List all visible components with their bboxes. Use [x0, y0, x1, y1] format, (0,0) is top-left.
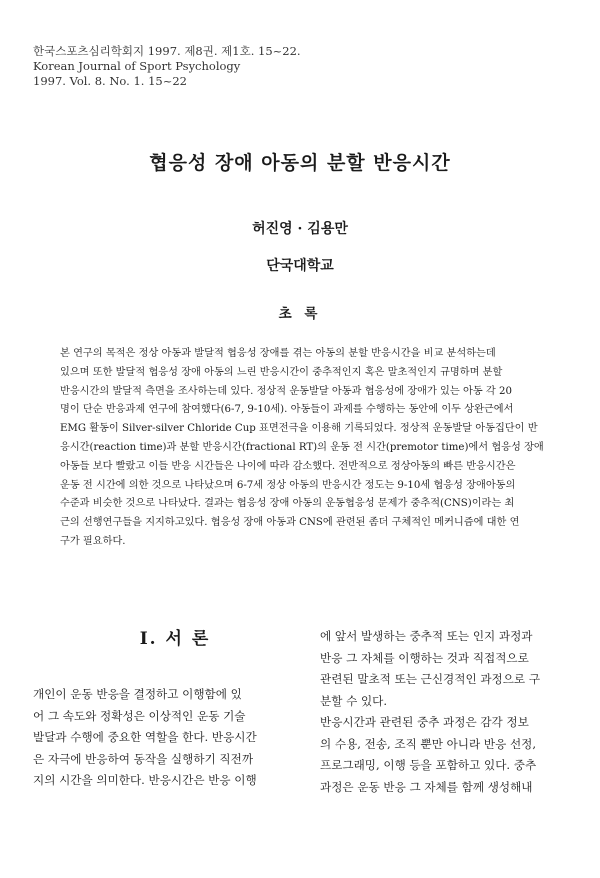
body-line: 관련된 말초적 또는 근신경적인 과정으로 구: [320, 672, 541, 686]
journal-citation-english: 1997. Vol. 8. No. 1. 15~22: [33, 74, 187, 88]
abstract-line: 구가 필요하다.: [60, 535, 126, 547]
author-affiliation: 단국대학교: [266, 258, 334, 274]
body-line: 반응 그 자체를 이행하는 것과 직접적으로: [320, 650, 529, 665]
body-line: 발달과 수행에 중요한 역할을 한다. 반응시간: [33, 730, 257, 744]
abstract-body: [60, 345, 552, 552]
right-column-body: [320, 626, 570, 798]
abstract-line: 명이 단순 반응과제 연구에 참여했다(6-7, 9-10세). 아동들이 과제를 수행하는 동안에 이두 상완근에서: [60, 404, 514, 416]
abstract-line: EMG 활동이 Silver-silver Chloride Cup 표면전극을 이용해 기록되었다. 정상적 운동발달 아동집단이 반: [60, 423, 538, 435]
paper-title: 협응성 장애 아동의 분할 반응시간: [149, 152, 451, 174]
abstract-line: 수준과 비슷한 것으로 나타났다. 결과는 협응성 장애 아동의 운동협응성 문제가 중추적(CNS)이라는 최: [60, 498, 515, 510]
body-line: 과정은 운동 반응 그 자체를 함께 생성해내: [320, 779, 533, 794]
abstract-line: 본 연구의 목적은 정상 아동과 발달적 협응성 장애를 겪는 아동의 분할 반응시간을 비교 분석하는데: [60, 348, 496, 359]
abstract-line: 아동들 보다 빨랐고 이들 반응 시간들은 나이에 따라 감소했다. 전반적으로 정상아동의 빠른 반응시간은: [60, 460, 516, 472]
abstract-line: 운동 전 시간에 의한 것으로 나타났으며 6-7세 정상 아동의 반응시간 정도는 9-10세 협응성 장애아동의: [60, 479, 516, 491]
journal-citation-korean: 한국스포츠심리학회지 1997. 제8권. 제1호. 15~22.: [33, 44, 301, 58]
section-heading-introduction: Ⅰ. 서 론: [139, 629, 211, 649]
body-line: 프로그래밍, 이행 등을 포함하고 있다. 중추: [320, 758, 537, 772]
body-line: 지의 시간을 의미한다. 반응시간은 반응 이행: [33, 773, 257, 787]
body-line: 의 수용, 전송, 조직 뿐만 아니라 반응 선정,: [320, 736, 537, 751]
abstract-heading: 초 록: [278, 306, 322, 322]
body-line: 에 앞서 발생하는 중추적 또는 인지 과정과: [320, 629, 533, 643]
body-line: 개인이 운동 반응을 결정하고 이행함에 있: [33, 687, 242, 701]
abstract-line: 근의 선행연구들을 지지하고있다. 협응성 장애 아동과 CNS에 관련된 좀더 구체적인 메커니즘에 대한 연: [60, 517, 520, 529]
abstract-line: 반응시간의 발달적 측면을 조사하는데 있다. 정상적 운동발달 아동과 협응성에 장애가 있는 아동 각 20: [60, 385, 512, 397]
journal-name-english: Korean Journal of Sport Psychology: [33, 59, 241, 73]
body-line: 반응시간과 관련된 중추 과정은 감각 정보: [320, 715, 529, 729]
body-line: 어 그 속도와 정확성은 이상적인 운동 기술: [33, 708, 246, 723]
body-line: 은 자극에 반응하여 동작을 실행하기 직전까: [33, 751, 254, 766]
left-column-body: [33, 684, 283, 792]
abstract-line: 응시간(reaction time)과 분할 반응시간(fractional RT)의 운동 전 시간(premotor time)에서 협응성 장애: [60, 441, 544, 453]
journal-header: [33, 44, 301, 89]
body-line: 분할 수 있다.: [320, 693, 388, 708]
author-names: 허진영 · 김용만: [252, 221, 348, 237]
abstract-line: 있으며 또한 발달적 협응성 장애 아동의 느린 반응시간이 중추적인지 혹은 말초적인지 규명하며 분할: [60, 366, 503, 378]
